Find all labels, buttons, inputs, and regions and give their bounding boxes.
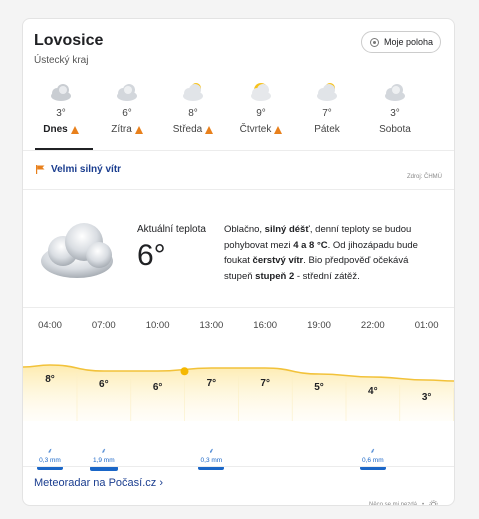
day-name-label: Čtvrtek (239, 124, 272, 135)
hour-label: 07:00 (91, 320, 116, 331)
hour-temp: 7° (206, 378, 217, 389)
day-tab-1[interactable] (100, 79, 154, 149)
description-highlight: silný déšť (264, 224, 310, 235)
current-temp-value: 6° (137, 239, 166, 272)
day-temp: 9° (256, 108, 266, 119)
hourly-temperature-chart (23, 316, 454, 466)
description-text: - střední zátěž. (294, 270, 360, 282)
rain-cloud-icon (49, 81, 73, 103)
hour-label: 22:00 (360, 320, 385, 331)
feedback-link[interactable] (369, 500, 438, 506)
partly-cloudy-icon (315, 81, 339, 103)
warning-icon (135, 126, 143, 134)
wind-alert-link[interactable] (36, 164, 121, 175)
hour-label: 19:00 (307, 320, 331, 331)
hour-label: 01:00 (414, 320, 439, 331)
hour-temp: 5° (314, 382, 324, 393)
current-temp-label: Aktuální teplota (137, 224, 206, 235)
day-name-label: Dnes (43, 124, 68, 135)
hour-temp: 6° (99, 379, 109, 390)
day-temp: 6° (122, 108, 132, 119)
day-name-label: Pátek (314, 124, 340, 135)
rain-amount (84, 448, 124, 471)
rain-amount-label: 0,6 mm (361, 457, 384, 464)
divider (23, 150, 454, 151)
day-temp: 8° (188, 108, 198, 119)
day-name-label: Zítra (111, 124, 132, 135)
cloud-icon (115, 81, 139, 103)
description-highlight: 4 a 8 °C (293, 239, 328, 251)
dot-separator: • (422, 501, 425, 506)
day-name (234, 124, 288, 135)
meteoradar-link[interactable]: Meteoradar na Počasí.cz › (34, 477, 164, 489)
partly-cloudy-icon (181, 81, 205, 103)
my-location-button[interactable] (361, 31, 441, 53)
rain-drop-icon: ⸙ (208, 448, 215, 455)
cloud-icon (383, 81, 407, 103)
day-name (100, 124, 154, 135)
daily-forecast-strip (34, 79, 444, 149)
location-title: Lovosice (34, 32, 104, 49)
rain-drop-icon: ⸙ (370, 448, 376, 455)
day-name-label: Sobota (379, 124, 411, 135)
day-name (34, 124, 88, 135)
warning-icon (274, 126, 282, 134)
hour-temp: 6° (152, 382, 163, 393)
rain-amount-label: 1,9 mm (92, 457, 115, 464)
hourly-forecast (23, 316, 454, 466)
day-name-label: Středa (172, 124, 203, 135)
my-location-label: Moje poloha (384, 37, 434, 47)
day-name (300, 124, 354, 135)
rain-drop-icon: ⸙ (101, 448, 107, 455)
description-highlight: stupeň 2 (255, 270, 295, 282)
day-tab-0[interactable] (34, 79, 88, 149)
rain-amount-label: 0,3 mm (200, 457, 223, 464)
day-tab-4[interactable] (300, 79, 354, 149)
rain-amount-label: 0,3 mm (39, 457, 61, 464)
day-name (368, 124, 422, 135)
divider (23, 307, 454, 308)
hour-temp: 7° (260, 378, 270, 389)
description-text: , denní teploty se budou pohybovat mezi (224, 224, 412, 251)
day-tab-5[interactable] (368, 79, 422, 149)
alert-source: Zdroj: ČHMÚ (406, 174, 442, 180)
rain-cloud-icon (37, 215, 117, 281)
sun-cloud-icon (249, 81, 273, 103)
settings-icon (429, 500, 438, 506)
day-tab-2[interactable] (166, 79, 220, 149)
current-hour-marker (181, 367, 189, 375)
hour-label: 16:00 (253, 320, 278, 331)
description-text: Oblačno, (224, 224, 265, 235)
hour-label: 04:00 (38, 320, 62, 331)
warning-icon (205, 126, 213, 134)
warning-flag-icon (36, 165, 45, 174)
rain-drop-icon: ⸙ (47, 448, 53, 455)
day-temp: 3° (390, 108, 400, 119)
region-label: Ústecký kraj (34, 55, 89, 66)
warning-icon (71, 126, 79, 134)
hour-temp: 8° (45, 374, 55, 385)
day-temp: 3° (56, 108, 66, 119)
forecast-description (224, 222, 439, 284)
day-tab-3[interactable] (234, 79, 288, 149)
divider (23, 189, 454, 190)
description-text: . Od jihozápadu bude foukat (224, 239, 418, 266)
hour-temp: 4° (368, 386, 378, 397)
description-text: . Bio předpověď očekává stupeň (224, 255, 409, 282)
weather-card (22, 18, 455, 506)
hour-label: 13:00 (199, 320, 224, 331)
hour-label: 10:00 (145, 320, 170, 331)
description-highlight: čerstvý vítr (252, 255, 304, 266)
divider (23, 466, 454, 467)
day-name (166, 124, 220, 135)
feedback-label: Něco se mi nezdá (369, 501, 418, 506)
day-temp: 7° (322, 108, 332, 119)
location-target-icon (370, 38, 379, 47)
alert-label: Velmi silný vítr (51, 164, 122, 175)
hour-temp: 3° (421, 392, 432, 403)
